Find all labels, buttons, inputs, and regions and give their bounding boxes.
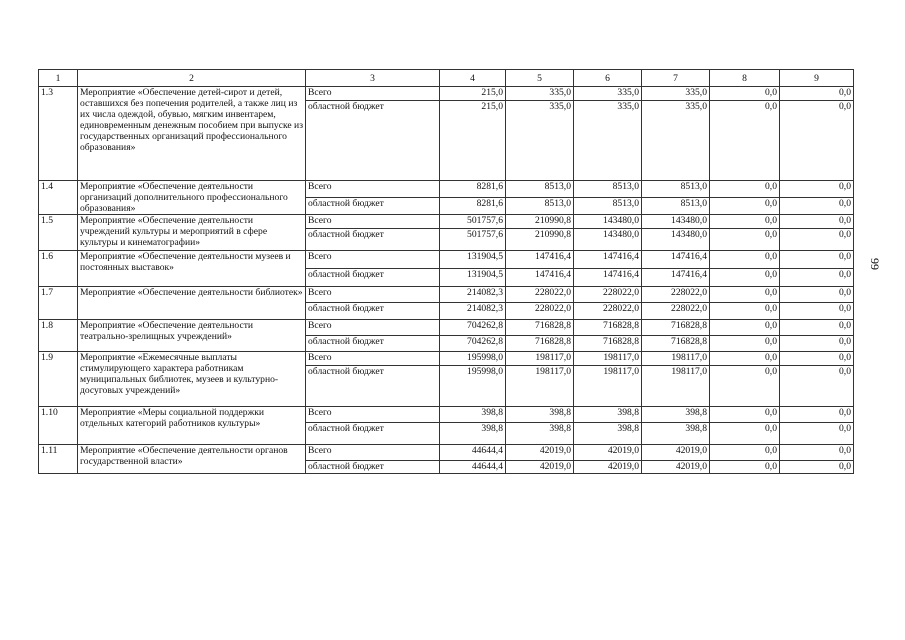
activity-name: Мероприятие «Обеспечение деятельности библиотек»	[78, 287, 306, 320]
row-index: 1.3	[39, 87, 78, 181]
amount-cell: 0,0	[710, 352, 780, 366]
amount-cell: 0,0	[710, 101, 780, 181]
amount-cell: 143480,0	[574, 215, 642, 229]
amount-cell: 143480,0	[574, 229, 642, 251]
amount-cell: 335,0	[574, 101, 642, 181]
amount-cell: 131904,5	[440, 269, 506, 287]
amount-cell: 0,0	[710, 423, 780, 445]
column-header: 6	[574, 70, 642, 87]
row-index: 1.10	[39, 407, 78, 445]
amount-cell: 0,0	[710, 366, 780, 407]
amount-cell: 716828,8	[506, 336, 574, 352]
amount-cell: 8513,0	[574, 198, 642, 215]
amount-cell: 0,0	[780, 229, 854, 251]
amount-cell: 8513,0	[506, 181, 574, 198]
amount-cell: 0,0	[710, 251, 780, 269]
funding-source: областной бюджет	[306, 229, 440, 251]
amount-cell: 398,8	[574, 407, 642, 423]
amount-cell: 335,0	[506, 101, 574, 181]
table-row	[39, 215, 854, 229]
amount-cell: 0,0	[780, 303, 854, 320]
amount-cell: 198117,0	[642, 352, 710, 366]
activity-name: Мероприятие «Обеспечение деятельности театрально-зрелищных учреждений»	[78, 320, 306, 352]
funding-source: областной бюджет	[306, 269, 440, 287]
amount-cell: 42019,0	[642, 461, 710, 474]
amount-cell: 228022,0	[506, 303, 574, 320]
amount-cell: 704262,8	[440, 336, 506, 352]
amount-cell: 44644,4	[440, 461, 506, 474]
amount-cell: 215,0	[440, 87, 506, 101]
amount-cell: 0,0	[780, 407, 854, 423]
amount-cell: 0,0	[780, 269, 854, 287]
activity-name: Мероприятие «Ежемесячные выплаты стимулирующего характера работникам муниципальных библиотек, музеев и культурно-досуговых учреждений»	[78, 352, 306, 407]
amount-cell: 0,0	[780, 461, 854, 474]
amount-cell: 501757,6	[440, 215, 506, 229]
amount-cell: 214082,3	[440, 287, 506, 303]
amount-cell: 198117,0	[574, 366, 642, 407]
page-number: 99	[868, 258, 882, 270]
amount-cell: 198117,0	[642, 366, 710, 407]
activity-name: Мероприятие «Обеспечение деятельности органов государственной власти»	[78, 445, 306, 474]
amount-cell: 0,0	[710, 198, 780, 215]
funding-source: областной бюджет	[306, 303, 440, 320]
amount-cell: 0,0	[780, 352, 854, 366]
funding-source: областной бюджет	[306, 461, 440, 474]
funding-source: Всего	[306, 445, 440, 461]
amount-cell: 228022,0	[642, 303, 710, 320]
amount-cell: 210990,8	[506, 215, 574, 229]
amount-cell: 198117,0	[574, 352, 642, 366]
funding-source: Всего	[306, 251, 440, 269]
activity-name: Мероприятие «Меры социальной поддержки отдельных категорий работников культуры»	[78, 407, 306, 445]
amount-cell: 42019,0	[574, 461, 642, 474]
amount-cell: 198117,0	[506, 352, 574, 366]
amount-cell: 0,0	[780, 287, 854, 303]
amount-cell: 335,0	[574, 87, 642, 101]
amount-cell: 0,0	[780, 198, 854, 215]
column-header: 5	[506, 70, 574, 87]
column-header: 8	[710, 70, 780, 87]
amount-cell: 198117,0	[506, 366, 574, 407]
amount-cell: 147416,4	[506, 251, 574, 269]
amount-cell: 228022,0	[574, 287, 642, 303]
amount-cell: 398,8	[642, 423, 710, 445]
amount-cell: 210990,8	[506, 229, 574, 251]
funding-source: Всего	[306, 87, 440, 101]
amount-cell: 0,0	[710, 320, 780, 336]
activity-name: Мероприятие «Обеспечение деятельности организаций дополнительного профессионального образования»	[78, 181, 306, 215]
amount-cell: 147416,4	[642, 269, 710, 287]
amount-cell: 716828,8	[642, 320, 710, 336]
row-index: 1.9	[39, 352, 78, 407]
amount-cell: 0,0	[710, 336, 780, 352]
amount-cell: 147416,4	[574, 251, 642, 269]
header-row	[39, 70, 854, 87]
amount-cell: 0,0	[710, 269, 780, 287]
amount-cell: 335,0	[506, 87, 574, 101]
table-row	[39, 352, 854, 366]
amount-cell: 398,8	[642, 407, 710, 423]
activity-name: Мероприятие «Обеспечение деятельности музеев и постоянных выставок»	[78, 251, 306, 287]
amount-cell: 0,0	[780, 101, 854, 181]
amount-cell: 0,0	[710, 407, 780, 423]
amount-cell: 0,0	[710, 181, 780, 198]
row-index: 1.5	[39, 215, 78, 251]
amount-cell: 0,0	[780, 423, 854, 445]
amount-cell: 42019,0	[574, 445, 642, 461]
row-index: 1.4	[39, 181, 78, 215]
funding-source: областной бюджет	[306, 366, 440, 407]
amount-cell: 0,0	[780, 320, 854, 336]
amount-cell: 0,0	[710, 461, 780, 474]
amount-cell: 147416,4	[506, 269, 574, 287]
row-index: 1.6	[39, 251, 78, 287]
amount-cell: 0,0	[780, 445, 854, 461]
funding-source: областной бюджет	[306, 336, 440, 352]
amount-cell: 0,0	[780, 181, 854, 198]
column-header: 9	[780, 70, 854, 87]
amount-cell: 0,0	[780, 87, 854, 101]
table-row	[39, 287, 854, 303]
column-header: 2	[78, 70, 306, 87]
amount-cell: 716828,8	[574, 336, 642, 352]
funding-source: Всего	[306, 320, 440, 336]
amount-cell: 335,0	[642, 87, 710, 101]
amount-cell: 398,8	[440, 407, 506, 423]
amount-cell: 0,0	[710, 215, 780, 229]
amount-cell: 501757,6	[440, 229, 506, 251]
amount-cell: 42019,0	[642, 445, 710, 461]
amount-cell: 8513,0	[642, 181, 710, 198]
row-index: 1.7	[39, 287, 78, 320]
column-header: 3	[306, 70, 440, 87]
amount-cell: 0,0	[780, 336, 854, 352]
row-index: 1.8	[39, 320, 78, 352]
activity-name: Мероприятие «Обеспечение детей-сирот и детей, оставшихся без попечения родителей, а также лиц из их числа одеждой, обувью, мягким инвентарем, единовременным денежным пособием при выпуске из государственных организаций профессионального образования»	[78, 87, 306, 181]
amount-cell: 398,8	[506, 407, 574, 423]
amount-cell: 8513,0	[506, 198, 574, 215]
activity-name: Мероприятие «Обеспечение деятельности учреждений культуры и мероприятий в сфере культуры и кинематографии»	[78, 215, 306, 251]
amount-cell: 228022,0	[506, 287, 574, 303]
amount-cell: 0,0	[710, 287, 780, 303]
funding-source: Всего	[306, 407, 440, 423]
amount-cell: 147416,4	[574, 269, 642, 287]
amount-cell: 0,0	[710, 303, 780, 320]
amount-cell: 42019,0	[506, 461, 574, 474]
amount-cell: 214082,3	[440, 303, 506, 320]
funding-source: Всего	[306, 181, 440, 198]
table-row	[39, 181, 854, 198]
table-row	[39, 445, 854, 461]
amount-cell: 195998,0	[440, 366, 506, 407]
funding-source: областной бюджет	[306, 101, 440, 181]
amount-cell: 215,0	[440, 101, 506, 181]
table-row	[39, 251, 854, 269]
amount-cell: 704262,8	[440, 320, 506, 336]
amount-cell: 147416,4	[642, 251, 710, 269]
amount-cell: 8513,0	[642, 198, 710, 215]
amount-cell: 716828,8	[506, 320, 574, 336]
funding-source: Всего	[306, 215, 440, 229]
amount-cell: 143480,0	[642, 215, 710, 229]
amount-cell: 0,0	[780, 251, 854, 269]
amount-cell: 0,0	[710, 229, 780, 251]
table-row	[39, 320, 854, 336]
funding-source: Всего	[306, 352, 440, 366]
amount-cell: 42019,0	[506, 445, 574, 461]
amount-cell: 716828,8	[642, 336, 710, 352]
amount-cell: 335,0	[642, 101, 710, 181]
amount-cell: 143480,0	[642, 229, 710, 251]
column-header: 7	[642, 70, 710, 87]
column-header: 4	[440, 70, 506, 87]
amount-cell: 398,8	[506, 423, 574, 445]
amount-cell: 8513,0	[574, 181, 642, 198]
amount-cell: 228022,0	[642, 287, 710, 303]
funding-source: областной бюджет	[306, 423, 440, 445]
amount-cell: 195998,0	[440, 352, 506, 366]
funding-source: областной бюджет	[306, 198, 440, 215]
amount-cell: 8281,6	[440, 198, 506, 215]
amount-cell: 0,0	[710, 445, 780, 461]
table-row	[39, 87, 854, 101]
amount-cell: 0,0	[780, 215, 854, 229]
amount-cell: 0,0	[780, 366, 854, 407]
amount-cell: 398,8	[574, 423, 642, 445]
amount-cell: 716828,8	[574, 320, 642, 336]
amount-cell: 8281,6	[440, 181, 506, 198]
budget-table	[38, 69, 854, 474]
amount-cell: 131904,5	[440, 251, 506, 269]
column-header: 1	[39, 70, 78, 87]
table-row	[39, 407, 854, 423]
amount-cell: 228022,0	[574, 303, 642, 320]
amount-cell: 398,8	[440, 423, 506, 445]
row-index: 1.11	[39, 445, 78, 474]
funding-source: Всего	[306, 287, 440, 303]
amount-cell: 44644,4	[440, 445, 506, 461]
amount-cell: 0,0	[710, 87, 780, 101]
